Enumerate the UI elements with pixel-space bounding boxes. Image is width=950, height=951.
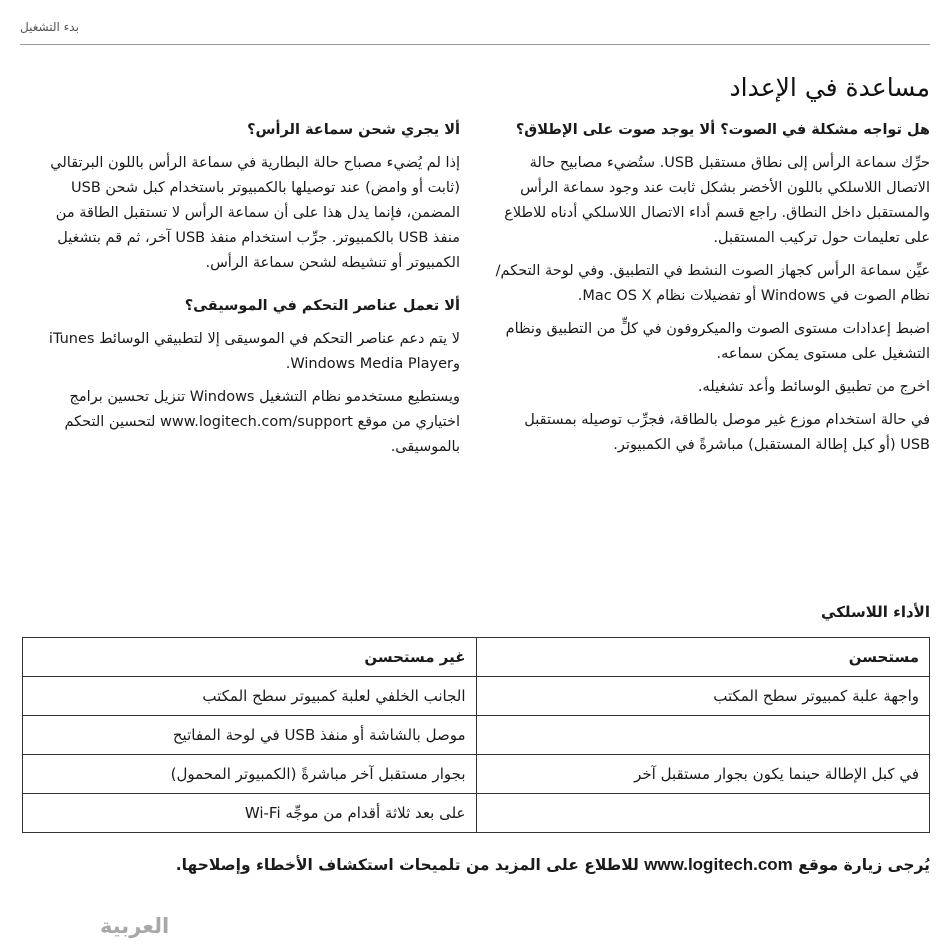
wireless-performance-table (22, 637, 930, 833)
tip-paragraph: حرِّك سماعة الرأس إلى نطاق مستقبل USB. ستُضيء مصابيح حالة الاتصال اللاسلكي باللون الأخضر بشكل ثابت عند وجود سماعة الرأس والمستقبل داخل النطاق. راجع قسم أداء الاتصال اللاسلكي أدناه للاطلاع على تعليمات حول تركيب المستقبل. (504, 155, 930, 246)
header-divider (20, 44, 930, 45)
tip-paragraph: اخرج من تطبيق الوسائط وأعد تشغيله. (697, 379, 930, 395)
sound-troubleshooting-column (490, 118, 930, 466)
tip-paragraph: في حالة استخدام موزع غير موصل بالطاقة، فجرِّب توصيله بمستقبل USB (أو كبل إطالة المستقبل) مباشرةً في الكمبيوتر. (524, 412, 930, 453)
not-recommended-cell: على بعد ثلاثة أقدام من موجِّه Wi-Fi (23, 794, 477, 833)
recommended-cell: واجهة علبة كمبيوتر سطح المكتب (476, 677, 930, 716)
music-controls-paragraph: لا يتم دعم عناصر التحكم في الموسيقى إلا لتطبيقي الوسائط iTunes وWindows Media Player. (48, 331, 460, 372)
recommended-cell (476, 716, 930, 755)
no-sound-heading: هل تواجه مشكلة في الصوت؟ ألا يوجد صوت على الإطلاق؟ (515, 122, 930, 138)
support-note-prefix: يُرجى زيارة موقع (792, 856, 930, 874)
tip-paragraph: اضبط إعدادات مستوى الصوت والميكروفون في كلٍّ من التطبيق ونظام التشغيل على مستوى يمكن سماعه. (505, 321, 930, 362)
tip-paragraph: عيِّن سماعة الرأس كجهاز الصوت النشط في التطبيق. وفي لوحة التحكم/نظام الصوت في Windows أو تفضيلات نظام Mac OS X. (495, 263, 930, 304)
support-link[interactable]: www.logitech.com (644, 855, 793, 874)
recommended-cell: في كبل الإطالة حينما يكون بجوار مستقبل آخر (476, 755, 930, 794)
table-row (23, 794, 930, 833)
page-title: مساعدة في الإعداد (729, 73, 930, 102)
recommended-cell (476, 794, 930, 833)
table-row (23, 677, 930, 716)
software-enhancement-paragraph: ويستطيع مستخدمو نظام التشغيل Windows تنزيل تحسين برامج اختياري من موقع www.logitech.com/support لتحسين التحكم بالموسيقى. (64, 389, 460, 455)
support-note-suffix: للاطلاع على المزيد من تلميحات استكشاف الأخطاء وإصلاحها. (175, 856, 645, 874)
charging-heading: ألا يجري شحن سماعة الرأس؟ (247, 122, 460, 138)
section-label: بدء التشغيل (20, 20, 79, 34)
not-recommended-cell: موصل بالشاشة أو منفذ USB في لوحة المفاتيح (23, 716, 477, 755)
recommended-header: مستحسن (476, 638, 930, 677)
table-row (23, 716, 930, 755)
support-note (176, 855, 930, 875)
not-recommended-cell: الجانب الخلفي لعلبة كمبيوتر سطح المكتب (23, 677, 477, 716)
table-header-row (23, 638, 930, 677)
charging-paragraph: إذا لم يُضيء مصباح حالة البطارية في سماعة الرأس باللون البرتقالي (ثابت أو وامض) عند توصيلها بالكمبيوتر باستخدام كبل شحن USB المضمن، فإنما يدل هذا على أن سماعة الرأس لا تستقبل الطاقة من منفذ USB بالكمبيوتر. جرِّب استخدام منفذ USB آخر، ثم قم بتشغيل الكمبيوتر أو تنشيطه لشحن سماعة الرأس. (50, 155, 460, 271)
not-recommended-header: غير مستحسن (23, 638, 477, 677)
wireless-performance-heading: الأداء اللاسلكي (821, 603, 930, 621)
music-controls-heading: ألا تعمل عناصر التحكم في الموسيقى؟ (184, 298, 460, 314)
charging-music-column (30, 118, 460, 468)
table-row (23, 755, 930, 794)
language-label: العربية (100, 914, 170, 938)
not-recommended-cell: بجوار مستقبل آخر مباشرةً (الكمبيوتر المحمول) (23, 755, 477, 794)
